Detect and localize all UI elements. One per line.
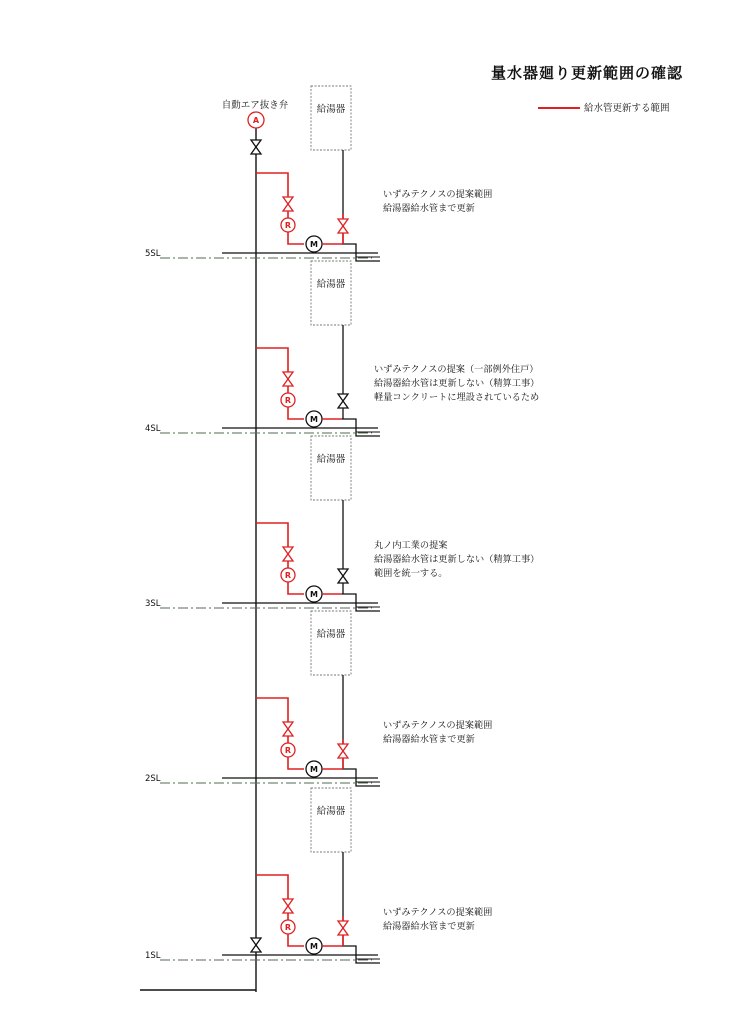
water-meter-letter: M bbox=[310, 240, 318, 249]
reducing-valve bbox=[281, 743, 295, 757]
water-meter bbox=[306, 586, 322, 602]
floor-note-line: いずみテクノスの提案範囲 bbox=[383, 189, 493, 200]
riser-bottom-gate-valve bbox=[251, 938, 261, 952]
reducing-valve-letter: R bbox=[284, 221, 292, 230]
branch-gate-valve bbox=[283, 372, 293, 386]
floor-note-line: 給湯器給水管は更新しない（精算工事） bbox=[374, 554, 540, 565]
floor-note-line: 範囲を統一する。 bbox=[374, 568, 448, 579]
water-heater-label: 給湯器 bbox=[316, 806, 346, 817]
floor-3sl bbox=[145, 436, 539, 611]
legend bbox=[538, 102, 670, 114]
heater-gate-valve bbox=[338, 394, 348, 408]
floor-note-line: 給湯器給水管まで更新 bbox=[383, 734, 475, 745]
floor-4sl bbox=[145, 261, 539, 436]
reducing-valve-letter: R bbox=[284, 746, 292, 755]
water-heater-box bbox=[311, 261, 351, 325]
renewed-branch-pipe bbox=[256, 173, 304, 244]
water-heater-label: 給湯器 bbox=[316, 629, 346, 640]
air-vent-valve-label: 自動エア抜き弁 bbox=[221, 100, 289, 111]
heater-gate-valve bbox=[338, 569, 348, 583]
air-vent-valve-symbol bbox=[248, 112, 264, 128]
water-meter-letter: M bbox=[310, 942, 318, 951]
riser-top-gate-valve bbox=[251, 140, 261, 154]
floor-level-label: 2SL bbox=[145, 774, 161, 784]
reducing-valve bbox=[281, 920, 295, 934]
floor-level-label: 4SL bbox=[145, 424, 161, 434]
reducing-valve bbox=[281, 218, 295, 232]
branch-gate-valve bbox=[283, 899, 293, 913]
water-heater-box bbox=[311, 436, 351, 500]
water-meter bbox=[306, 938, 322, 954]
floor-level-label: 5SL bbox=[145, 249, 161, 259]
water-meter bbox=[306, 236, 322, 252]
floor-note-line: 軽量コンクリートに埋設されているため bbox=[374, 392, 540, 403]
legend-label: 給水管更新する範囲 bbox=[584, 103, 670, 114]
floor-note-line: 丸ノ内工業の提案 bbox=[374, 540, 448, 551]
water-heater-label: 給湯器 bbox=[316, 104, 346, 115]
renewed-branch-pipe bbox=[256, 523, 304, 594]
floor-1sl bbox=[145, 788, 492, 963]
renewed-branch-pipe bbox=[256, 698, 304, 769]
floor-5sl bbox=[145, 86, 492, 261]
water-meter bbox=[306, 761, 322, 777]
heater-gate-valve bbox=[338, 219, 348, 233]
reducing-valve-letter: R bbox=[284, 923, 292, 932]
branch-gate-valve bbox=[283, 722, 293, 736]
water-heater-box bbox=[311, 611, 351, 675]
floor-note-line: いずみテクノスの提案範囲 bbox=[383, 720, 493, 731]
floor-note-line: 給湯器給水管は更新しない（精算工事） bbox=[374, 378, 540, 389]
heater-gate-valve bbox=[338, 921, 348, 935]
water-heater-box bbox=[311, 86, 351, 150]
floor-level-label: 3SL bbox=[145, 599, 161, 609]
reducing-valve-letter: R bbox=[284, 396, 292, 405]
heater-gate-valve bbox=[338, 744, 348, 758]
water-heater-label: 給湯器 bbox=[316, 454, 346, 465]
air-vent-valve-symbol-letter: A bbox=[252, 116, 260, 125]
reducing-valve-letter: R bbox=[284, 571, 292, 580]
water-meter bbox=[306, 411, 322, 427]
floor-note-line: 給湯器給水管まで更新 bbox=[383, 921, 475, 932]
water-meter-letter: M bbox=[310, 765, 318, 774]
water-meter-letter: M bbox=[310, 415, 318, 424]
floor-note-line: いずみテクノスの提案範囲 bbox=[383, 907, 493, 918]
floor-note-line: 給湯器給水管まで更新 bbox=[383, 203, 475, 214]
branch-gate-valve bbox=[283, 547, 293, 561]
diagram-title: 量水器廻り更新範囲の確認 bbox=[490, 64, 683, 82]
floor-2sl bbox=[145, 611, 492, 786]
reducing-valve bbox=[281, 568, 295, 582]
renewed-branch-pipe bbox=[256, 875, 304, 946]
reducing-valve bbox=[281, 393, 295, 407]
branch-gate-valve bbox=[283, 197, 293, 211]
renewed-branch-pipe bbox=[256, 348, 304, 419]
water-meter-letter: M bbox=[310, 590, 318, 599]
floor-note-line: いずみテクノスの提案（一部例外住戸） bbox=[374, 364, 539, 375]
riser-drawing bbox=[140, 86, 539, 992]
water-heater-box bbox=[311, 788, 351, 852]
water-heater-label: 給湯器 bbox=[316, 279, 346, 290]
floor-level-label: 1SL bbox=[145, 951, 161, 961]
air-vent-valve bbox=[222, 99, 289, 111]
